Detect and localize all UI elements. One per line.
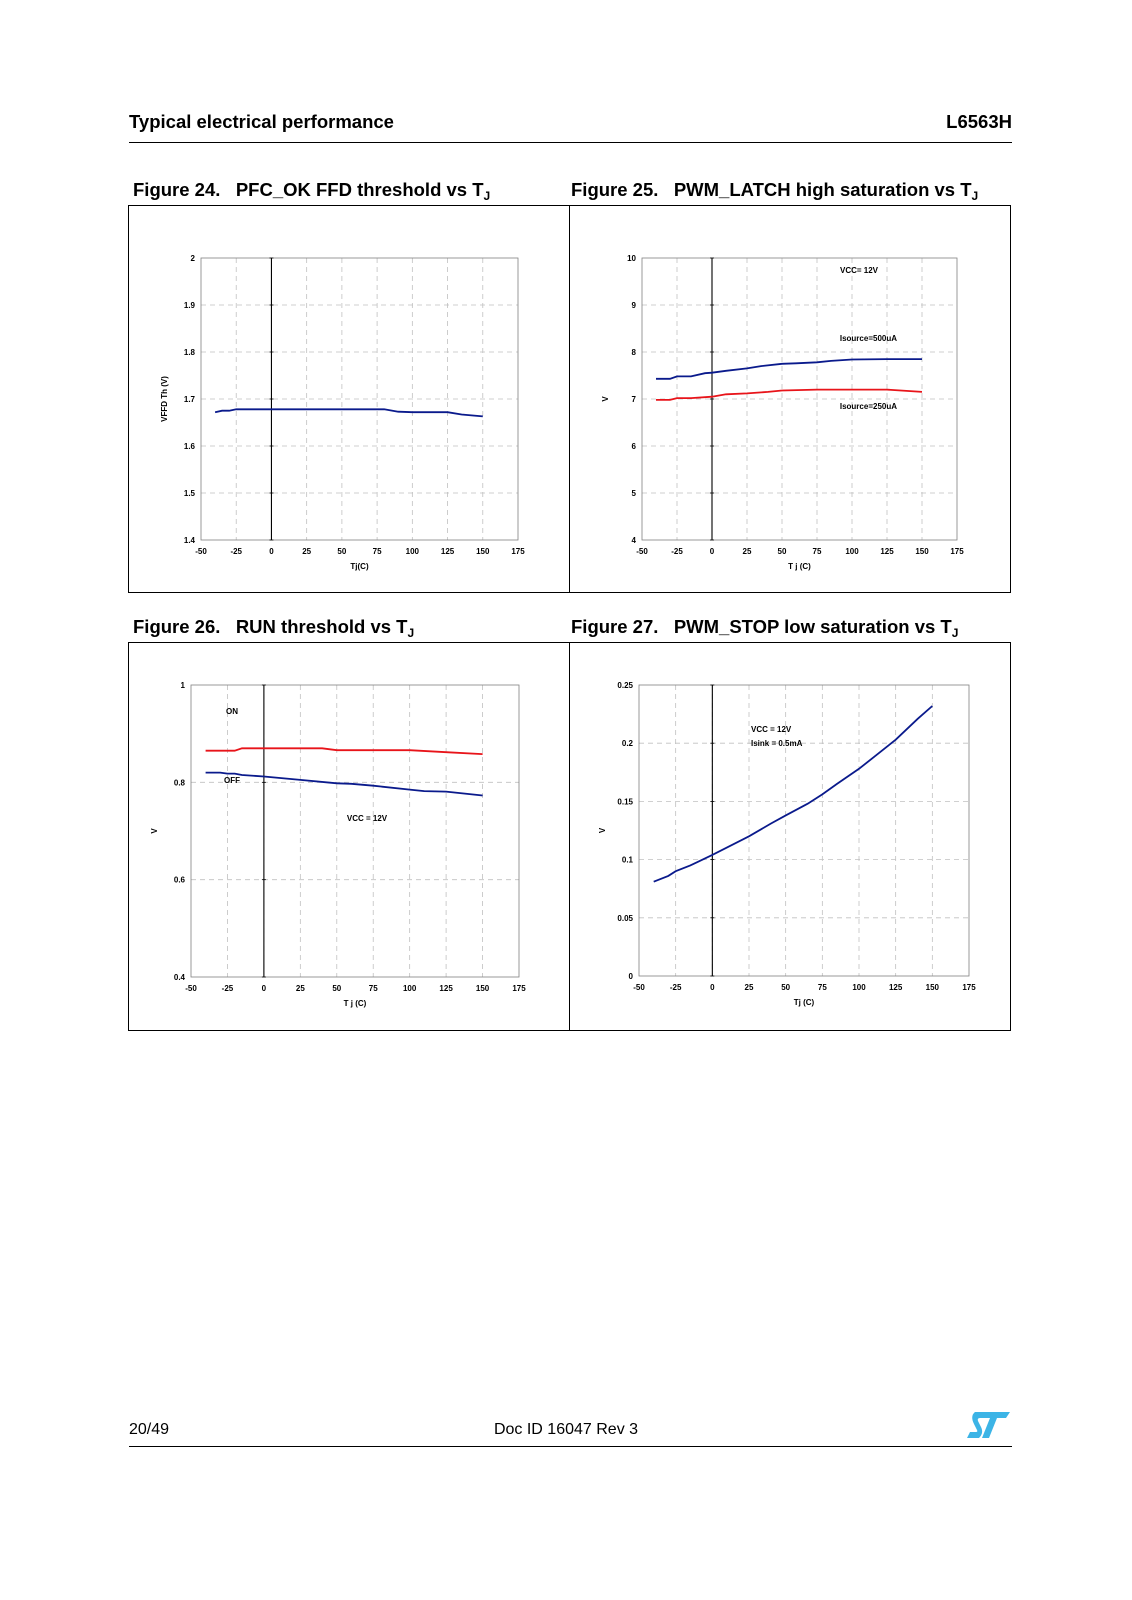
x-tick-label: 100 (852, 983, 866, 992)
x-tick-label: 150 (915, 547, 929, 556)
y-tick-label: 0.05 (617, 913, 633, 923)
y-tick-label: 0.8 (173, 778, 185, 788)
x-tick-label: 0 (709, 547, 715, 556)
x-tick-label: 75 (812, 547, 822, 556)
series-line (215, 409, 483, 416)
x-tick-label: 100 (405, 547, 420, 556)
x-tick-label: 125 (888, 983, 903, 992)
x-tick-label: 75 (817, 983, 827, 992)
y-tick-label: 0.2 (621, 739, 633, 749)
x-tick-label: 175 (950, 547, 964, 556)
chart-annotation: VCC= 12V (839, 266, 879, 275)
chart-annotation: Isource=500uA (839, 334, 897, 343)
figure-25-title: PWM_LATCH high saturation vs T (673, 179, 972, 200)
x-tick-label: 150 (476, 547, 490, 556)
chart-annotation: Isink = 0.5mA (751, 739, 803, 748)
x-tick-label: 0 (261, 984, 267, 993)
y-tick-label: 1 (180, 681, 185, 690)
series-line (656, 390, 922, 400)
y-tick-label: 10 (627, 254, 636, 263)
y-axis-title: V (601, 396, 610, 402)
y-tick-label: 6 (631, 442, 636, 451)
chart-pfc-ok-ffd-threshold (128, 205, 569, 593)
series-line (206, 748, 483, 754)
page-number: 20/49 (129, 1421, 170, 1438)
figure-25-label: Figure 25. (571, 179, 659, 200)
figure-27-label: Figure 27. (571, 616, 659, 637)
series-line (206, 773, 483, 796)
x-tick-label: -25 (230, 547, 243, 556)
figure-27-title: PWM_STOP low saturation vs T (673, 616, 952, 637)
x-tick-label: 50 (332, 984, 342, 993)
y-tick-label: 0.15 (617, 797, 633, 807)
y-tick-label: 0.25 (617, 681, 633, 690)
y-axis-title: VFFD Th (V) (160, 376, 169, 422)
x-tick-label: -25 (671, 547, 683, 556)
footer-rule (129, 1446, 1012, 1447)
figure-24-caption (133, 179, 490, 203)
chart-annotation: ON (226, 707, 238, 716)
plot-area (639, 685, 969, 976)
x-tick-label: 75 (368, 984, 378, 993)
series-line (654, 706, 933, 882)
series-line (656, 359, 922, 379)
x-tick-label: 125 (440, 547, 455, 556)
y-tick-label: 7 (631, 395, 636, 404)
chart-annotation: Isource=250uA (839, 402, 897, 411)
x-tick-label: 25 (744, 983, 754, 992)
x-tick-label: 25 (302, 547, 312, 556)
plot-area (191, 685, 519, 977)
figure-25-title-sub: J (971, 189, 979, 203)
y-tick-label: 5 (631, 489, 636, 498)
y-tick-label: 1.9 (183, 301, 195, 310)
x-tick-label: -25 (221, 984, 234, 993)
figure-26-caption (133, 616, 414, 640)
x-tick-label: 125 (880, 547, 894, 556)
y-tick-label: 0.6 (173, 875, 185, 885)
y-tick-label: 1.7 (183, 395, 195, 404)
x-tick-label: 75 (372, 547, 382, 556)
x-tick-label: 175 (512, 984, 526, 993)
x-axis-title: Tj (C) (793, 998, 815, 1007)
x-tick-label: 25 (742, 547, 752, 556)
y-tick-label: 0.1 (621, 855, 633, 865)
y-axis-title: V (150, 828, 159, 834)
figure-26-label: Figure 26. (133, 616, 221, 637)
figure-27-caption (571, 616, 958, 640)
y-tick-label: 1.8 (183, 348, 195, 357)
x-tick-label: -50 (195, 547, 207, 556)
st-logo-icon (966, 1410, 1011, 1440)
x-tick-label: 100 (402, 984, 417, 993)
x-axis-title: T j (C) (788, 562, 811, 571)
x-tick-label: 0 (710, 983, 715, 992)
chart-annotation: OFF (224, 776, 240, 785)
x-axis-title: T j (C) (343, 999, 367, 1008)
chart-pwm-latch-saturation (569, 205, 1011, 593)
x-tick-label: 50 (777, 547, 787, 556)
chart-run-threshold (128, 642, 569, 1031)
figure-26-title-sub: J (407, 626, 415, 640)
figure-27-title-sub: J (951, 626, 959, 640)
y-axis-title: V (598, 827, 607, 834)
section-title: Typical electrical performance (129, 111, 394, 132)
y-tick-label: 0.4 (173, 973, 185, 982)
y-tick-label: 1.6 (183, 442, 195, 451)
x-tick-label: 175 (511, 547, 525, 556)
x-tick-label: 50 (337, 547, 347, 556)
x-tick-label: -50 (636, 547, 648, 556)
y-tick-label: 0 (628, 972, 633, 981)
y-tick-label: 1.4 (183, 536, 195, 545)
y-tick-label: 9 (631, 301, 636, 310)
x-tick-label: -50 (633, 983, 645, 992)
y-tick-label: 2 (190, 254, 195, 263)
figure-24-title-sub: J (483, 189, 491, 203)
doc-id: Doc ID 16047 Rev 3 (493, 1421, 639, 1438)
figure-26-title: RUN threshold vs T (235, 616, 408, 637)
header-rule (129, 142, 1012, 143)
figure-24-title: PFC_OK FFD threshold vs T (235, 179, 484, 200)
chart-annotation: VCC = 12V (751, 725, 792, 734)
x-tick-label: 100 (845, 547, 859, 556)
y-tick-label: 1.5 (183, 489, 195, 498)
x-tick-label: 25 (295, 984, 305, 993)
x-tick-label: -25 (669, 983, 682, 992)
x-tick-label: 175 (962, 983, 976, 992)
x-tick-label: 125 (439, 984, 453, 993)
figure-25-caption (571, 179, 978, 203)
y-tick-label: 4 (631, 536, 636, 545)
x-tick-label: 150 (925, 983, 940, 992)
part-number: L6563H (946, 111, 1012, 132)
x-tick-label: 50 (781, 983, 791, 992)
chart-annotation: VCC = 12V (346, 814, 388, 823)
figure-24-label: Figure 24. (133, 179, 221, 200)
x-tick-label: -50 (185, 984, 197, 993)
x-tick-label: 0 (269, 547, 274, 556)
x-tick-label: 150 (475, 984, 490, 993)
x-axis-title: Tj(C) (350, 562, 369, 571)
chart-pwm-stop-saturation (569, 642, 1011, 1031)
y-tick-label: 8 (631, 348, 636, 357)
